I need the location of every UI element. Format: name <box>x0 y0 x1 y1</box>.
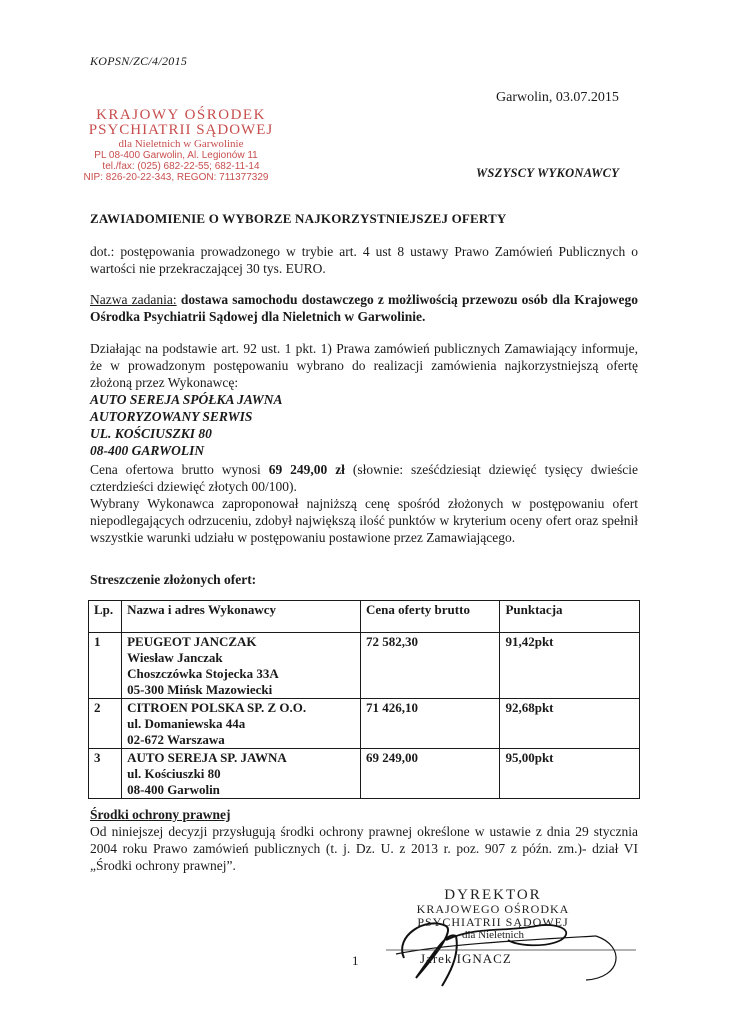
decision-text: Działając na podstawie art. 92 ust. 1 pkt. 1) Prawa zamówień publicznych Zamawiający informuje, że w prowadzonym postępowaniu wybrano do realizacji zamówienia najkorzystniejszą ofertę złożoną przez Wykonawcę: <box>90 341 638 390</box>
header-name: Nazwa i adres Wykonawcy <box>122 601 361 633</box>
director-line-3: PSYCHIATRII SĄDOWEJ <box>417 915 569 929</box>
signer-name: Jarek IGNACZ <box>420 951 512 966</box>
document-reference: KOPSN/ZC/4/2015 <box>90 54 188 68</box>
cell-name <box>122 699 361 749</box>
remedy-title: Środki ochrony prawnej <box>90 807 231 822</box>
stamp-line-6: NIP: 826-20-22-343, REGON: 711377329 <box>83 172 269 183</box>
task-label: Nazwa zadania: <box>90 292 177 307</box>
cell-points: 91,42pkt <box>500 633 640 699</box>
name-line: ul. Kościuszki 80 <box>127 766 221 781</box>
stamp-line-4: PL 08-400 Garwolin, Al. Legionów 11 <box>94 150 258 161</box>
cell-lp: 3 <box>89 749 122 799</box>
name-line: AUTO SEREJA SP. JAWNA <box>127 750 287 765</box>
subject-paragraph: dot.: postępowania prowadzonego w trybie art. 4 ust 8 ustawy Prawo Zamówień Publicznych o wartości nie przekraczającej 30 tys. EURO. <box>90 244 638 276</box>
stamp-line-5: tel./fax: (025) 682-22-55; 682-11-14 <box>102 161 260 172</box>
decision-paragraph <box>90 340 638 459</box>
director-line-2: KRAJOWEGO OŚRODKA <box>416 902 570 916</box>
institution-stamp <box>78 108 284 183</box>
price-before: Cena ofertowa brutto wynosi <box>90 462 269 477</box>
stamp-line-1: KRAJOWY OŚRODEK <box>96 107 266 123</box>
justification-paragraph: Wybrany Wykonawca zaproponował najniższą cenę spośród złożonych w postępowaniu ofert niepodlegających odrzuceniu, zdobył największą ilość punktów w kryterium oceny ofert oraz spełnił wszystkie warunki udziału w postępowaniu postawione przez Zamawiającego. <box>90 496 638 545</box>
name-line: PEUGEOT JANCZAK <box>127 634 257 649</box>
place-date: Garwolin, 03.07.2015 <box>496 90 619 105</box>
director-line-4: dla Nieletnich <box>461 929 524 941</box>
cell-lp: 2 <box>89 699 122 749</box>
page-number: 1 <box>352 953 359 968</box>
cell-lp: 1 <box>89 633 122 699</box>
cell-price: 72 582,30 <box>360 633 500 699</box>
name-line: Choszczówka Stojecka 33A <box>127 666 279 681</box>
cell-points: 95,00pkt <box>500 749 640 799</box>
winner-line-4: 08-400 GARWOLIN <box>90 443 205 458</box>
cell-price: 69 249,00 <box>360 749 500 799</box>
table-row <box>89 633 640 699</box>
offers-table <box>88 600 640 799</box>
header-lp: Lp. <box>89 601 122 633</box>
document-title: ZAWIADOMIENIE O WYBORZE NAJKORZYSTNIEJSZEJ OFERTY <box>90 211 507 226</box>
header-price: Cena oferty brutto <box>360 601 500 633</box>
price-paragraph <box>90 461 638 495</box>
name-line: 02-672 Warszawa <box>127 732 225 747</box>
remedy-paragraph: Od niniejszej decyzji przysługują środki ochrony prawnej określone w ustawie z dnia 29 stycznia 2004 roku Prawo zamówień publicznych (t. j. Dz. U. z 2013 r. poz. 907 z późn. zm.)- dział VI „Środki ochrony prawnej”. <box>90 824 638 873</box>
task-text: dostawa samochodu dostawczego z możliwością przewozu osób dla Krajowego Ośrodka Psychiatrii Sądowej dla Nieletnich w Garwolinie. <box>90 292 639 324</box>
header-points: Punktacja <box>500 601 640 633</box>
winner-line-3: UL. KOŚCIUSZKI 80 <box>90 426 212 441</box>
summary-title: Streszczenie złożonych ofert: <box>90 572 257 587</box>
name-line: 08-400 Garwolin <box>127 782 220 797</box>
table-row <box>89 749 640 799</box>
winner-line-2: AUTORYZOWANY SERWIS <box>90 409 253 424</box>
table-row <box>89 699 640 749</box>
addressee: WSZYSCY WYKONAWCY <box>476 166 620 180</box>
name-line: CITROEN POLSKA SP. Z O.O. <box>127 700 307 715</box>
name-line: 05-300 Mińsk Mazowiecki <box>127 682 273 697</box>
task-paragraph <box>90 291 638 325</box>
cell-points: 92,68pkt <box>500 699 640 749</box>
stamp-line-3: dla Nieletnich w Garwolinie <box>118 138 244 150</box>
price-after: (słownie: sześćdziesiąt dziewięć tysięcy dwieście czterdzieści dziewięć złotych 00/100). <box>90 462 638 494</box>
director-title: DYREKTOR <box>444 887 542 903</box>
price-amount: 69 249,00 zł <box>268 462 345 477</box>
name-line: ul. Domaniewska 44a <box>127 716 246 731</box>
winner-line-1: AUTO SEREJA SPÓŁKA JAWNA <box>90 392 283 407</box>
name-line: Wiesław Janczak <box>127 650 223 665</box>
cell-name <box>122 633 361 699</box>
table-header-row <box>89 601 640 633</box>
cell-name <box>122 749 361 799</box>
stamp-line-2: PSYCHIATRII SĄDOWEJ <box>88 122 274 138</box>
cell-price: 71 426,10 <box>360 699 500 749</box>
handwritten-signature <box>386 896 636 992</box>
